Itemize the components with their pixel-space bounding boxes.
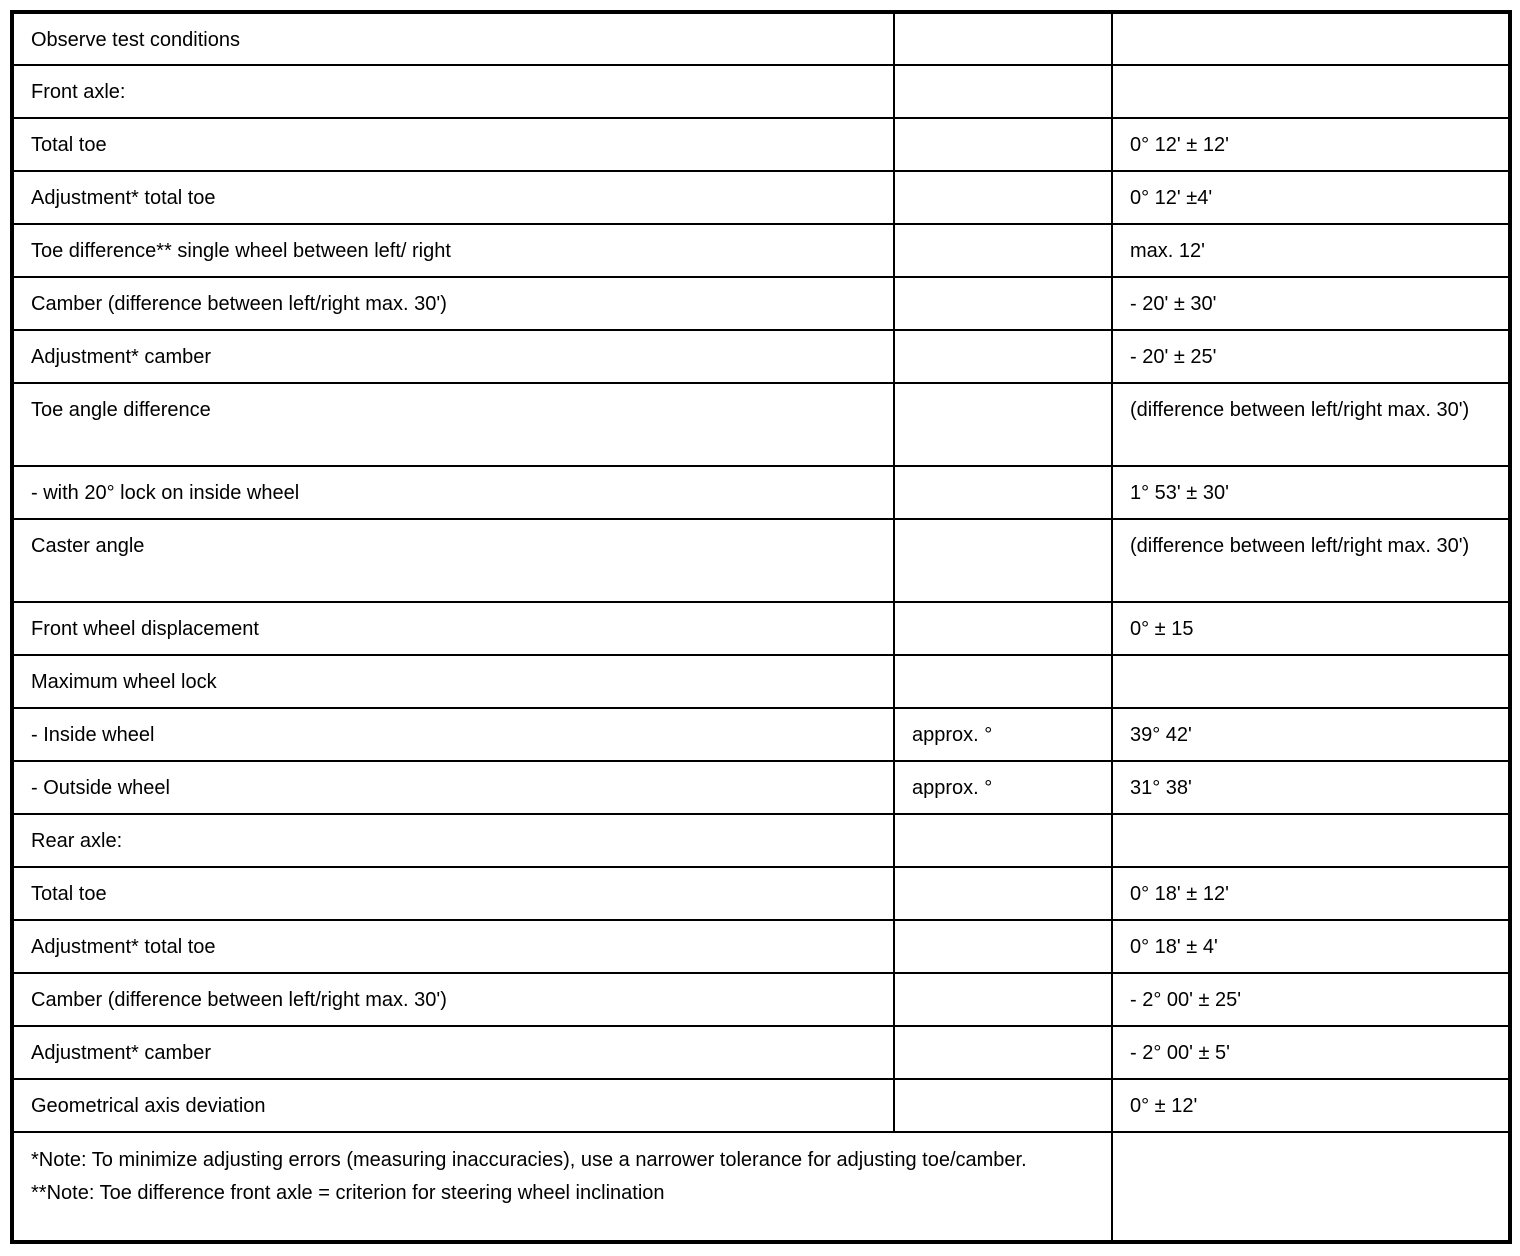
row-label-cell: Camber (difference between left/right max. 30') <box>12 277 894 330</box>
table-row <box>12 12 1510 65</box>
row-qualifier-cell <box>894 224 1112 277</box>
table-row <box>12 655 1510 708</box>
row-label-cell: - Outside wheel <box>12 761 894 814</box>
footnote-cell <box>12 1132 1112 1242</box>
table-row <box>12 814 1510 867</box>
table-row <box>12 65 1510 118</box>
row-label-cell: Total toe <box>12 118 894 171</box>
row-label-cell: Geometrical axis deviation <box>12 1079 894 1132</box>
row-qualifier-cell <box>894 867 1112 920</box>
footnote-empty-value-cell <box>1112 1132 1510 1242</box>
row-label-cell: Adjustment* total toe <box>12 171 894 224</box>
row-value-cell: 39° 42' <box>1112 708 1510 761</box>
table-row <box>12 277 1510 330</box>
row-label-cell: Maximum wheel lock <box>12 655 894 708</box>
row-value-cell: - 2° 00' ± 5' <box>1112 1026 1510 1079</box>
table-row <box>12 1026 1510 1079</box>
row-label-cell: Camber (difference between left/right max. 30') <box>12 973 894 1026</box>
row-value-cell: 0° 18' ± 12' <box>1112 867 1510 920</box>
row-qualifier-cell <box>894 1026 1112 1079</box>
table-row <box>12 920 1510 973</box>
row-label-cell: Caster angle <box>12 519 894 602</box>
row-value-cell: 0° ± 15 <box>1112 602 1510 655</box>
table-row <box>12 867 1510 920</box>
row-value-cell <box>1112 655 1510 708</box>
row-value-cell: max. 12' <box>1112 224 1510 277</box>
row-qualifier-cell <box>894 65 1112 118</box>
table-row <box>12 383 1510 466</box>
row-qualifier-cell <box>894 12 1112 65</box>
table-row <box>12 224 1510 277</box>
row-qualifier-cell: approx. ° <box>894 761 1112 814</box>
row-qualifier-cell <box>894 519 1112 602</box>
row-value-cell: (difference between left/right max. 30') <box>1112 383 1510 466</box>
row-value-cell: 0° 18' ± 4' <box>1112 920 1510 973</box>
row-value-cell <box>1112 814 1510 867</box>
footnote-text: **Note: Toe difference front axle = criterion for steering wheel inclination <box>31 1182 665 1204</box>
row-value-cell <box>1112 65 1510 118</box>
row-label-cell: Rear axle: <box>12 814 894 867</box>
table-row <box>12 973 1510 1026</box>
table-row <box>12 519 1510 602</box>
row-label-cell: Toe angle difference <box>12 383 894 466</box>
table-row <box>12 171 1510 224</box>
row-qualifier-cell <box>894 814 1112 867</box>
row-label-cell: Adjustment* camber <box>12 330 894 383</box>
row-value-cell <box>1112 12 1510 65</box>
row-value-cell: 0° ± 12' <box>1112 1079 1510 1132</box>
row-qualifier-cell <box>894 383 1112 466</box>
row-label-cell: Total toe <box>12 867 894 920</box>
table-row <box>12 330 1510 383</box>
footnote-text: *Note: To minimize adjusting errors (measuring inaccuracies), use a narrower tolerance for adjusting toe/camber. <box>31 1149 1027 1171</box>
row-qualifier-cell <box>894 330 1112 383</box>
row-qualifier-cell <box>894 466 1112 519</box>
row-qualifier-cell <box>894 920 1112 973</box>
table-row <box>12 466 1510 519</box>
footnote-row <box>12 1132 1510 1242</box>
row-qualifier-cell <box>894 277 1112 330</box>
row-label-cell: Front axle: <box>12 65 894 118</box>
row-value-cell: 0° 12' ±4' <box>1112 171 1510 224</box>
row-label-cell: Adjustment* camber <box>12 1026 894 1079</box>
row-label-cell: Front wheel displacement <box>12 602 894 655</box>
row-qualifier-cell <box>894 1079 1112 1132</box>
row-value-cell: - 20' ± 25' <box>1112 330 1510 383</box>
row-qualifier-cell <box>894 602 1112 655</box>
row-label-cell: Observe test conditions <box>12 12 894 65</box>
row-value-cell: 1° 53' ± 30' <box>1112 466 1510 519</box>
row-value-cell: - 20' ± 30' <box>1112 277 1510 330</box>
table-row <box>12 118 1510 171</box>
alignment-spec-table <box>10 10 1512 1244</box>
row-qualifier-cell: approx. ° <box>894 708 1112 761</box>
row-value-cell: - 2° 00' ± 25' <box>1112 973 1510 1026</box>
table-row <box>12 1079 1510 1132</box>
row-qualifier-cell <box>894 973 1112 1026</box>
row-label-cell: - Inside wheel <box>12 708 894 761</box>
row-label-cell: Toe difference** single wheel between left/ right <box>12 224 894 277</box>
table-row <box>12 602 1510 655</box>
row-value-cell: (difference between left/right max. 30') <box>1112 519 1510 602</box>
row-label-cell: Adjustment* total toe <box>12 920 894 973</box>
row-value-cell: 0° 12' ± 12' <box>1112 118 1510 171</box>
row-qualifier-cell <box>894 655 1112 708</box>
table-row <box>12 761 1510 814</box>
row-label-cell: - with 20° lock on inside wheel <box>12 466 894 519</box>
row-value-cell: 31° 38' <box>1112 761 1510 814</box>
spec-table-body <box>12 12 1510 1242</box>
row-qualifier-cell <box>894 171 1112 224</box>
row-qualifier-cell <box>894 118 1112 171</box>
table-row <box>12 708 1510 761</box>
